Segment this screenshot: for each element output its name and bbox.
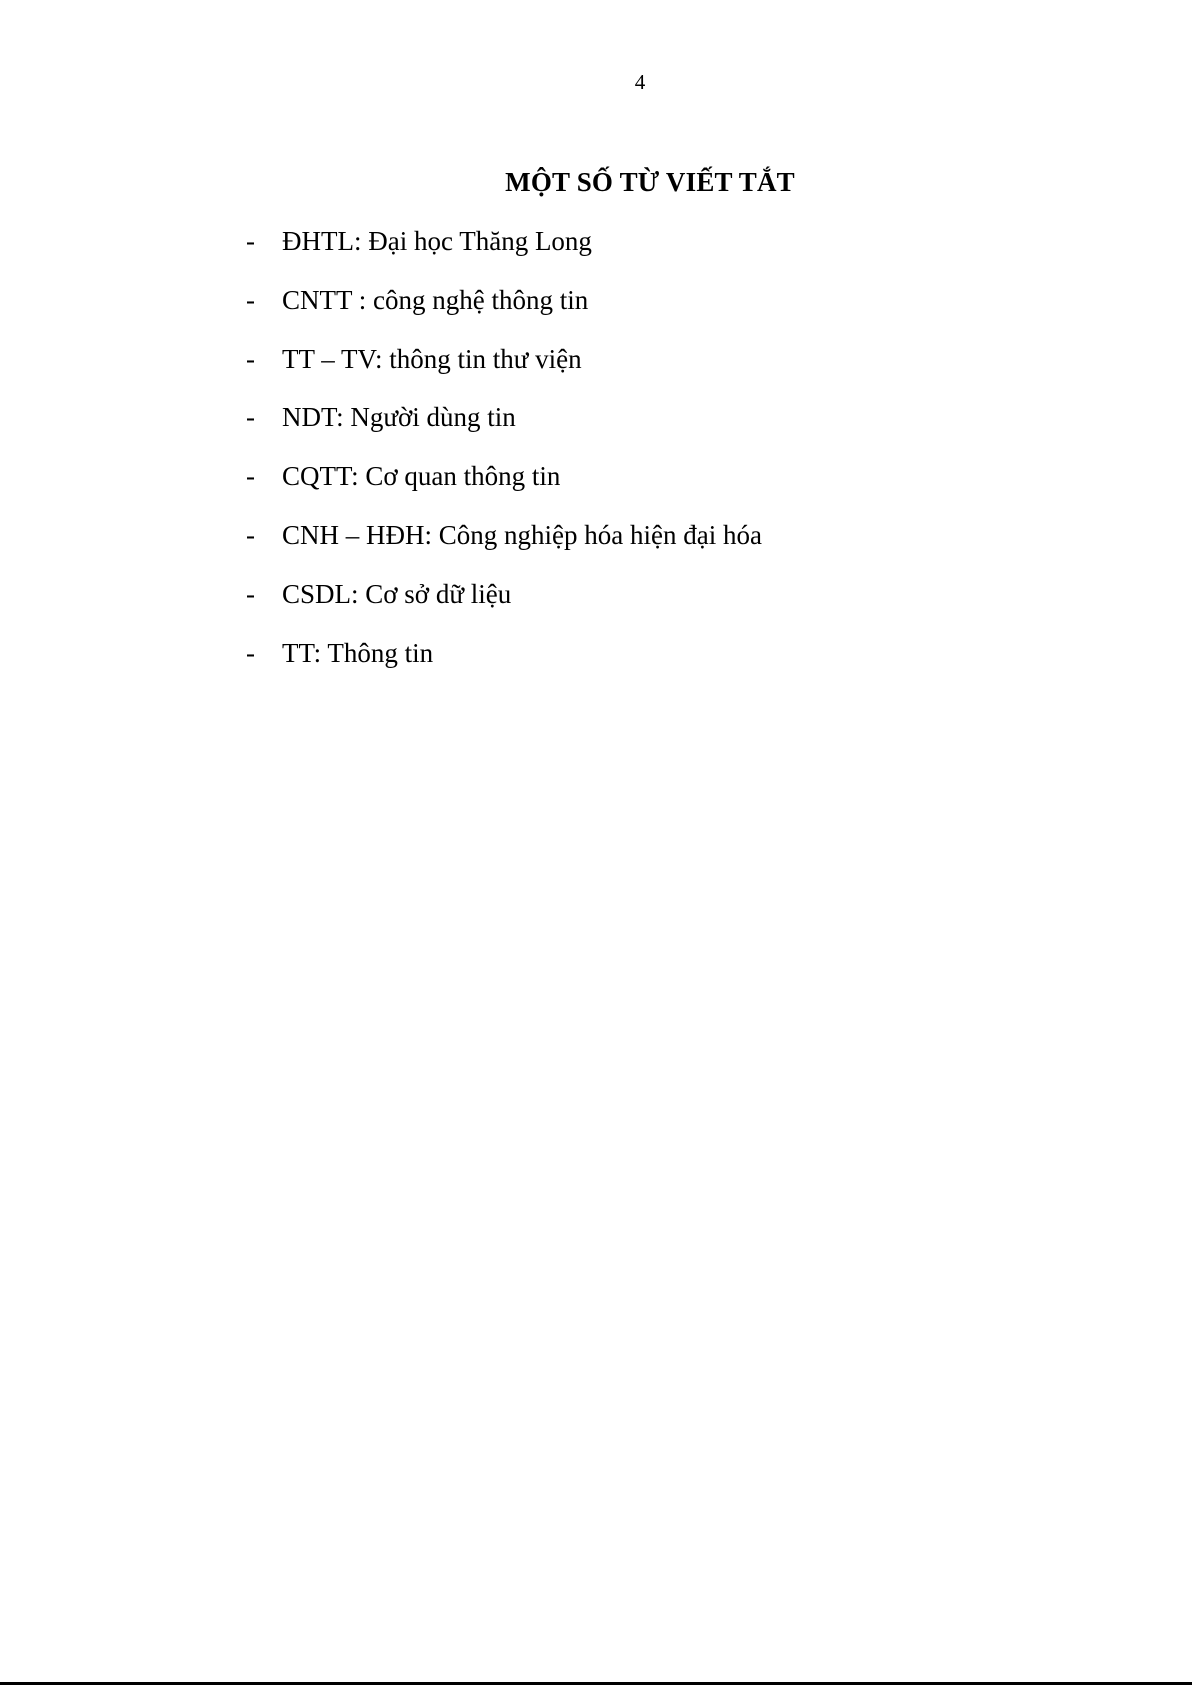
abbreviation-entry: CNH – HĐH: Công nghiệp hóa hiện đại hóa bbox=[282, 519, 762, 550]
list-dash: - bbox=[246, 637, 255, 668]
list-item bbox=[0, 458, 1192, 517]
list-dash: - bbox=[246, 226, 255, 256]
abbreviation-entry: CSDL: Cơ sở dữ liệu bbox=[282, 578, 512, 609]
list-item bbox=[0, 635, 1192, 694]
list-item bbox=[0, 223, 1192, 282]
list-item bbox=[0, 399, 1192, 458]
abbreviation-entry: ĐHTL: Đại học Thăng Long bbox=[282, 226, 592, 256]
list-item bbox=[0, 282, 1192, 341]
list-dash: - bbox=[246, 402, 255, 433]
list-dash: - bbox=[246, 461, 255, 492]
list-item bbox=[0, 517, 1192, 576]
list-dash: - bbox=[246, 519, 255, 550]
abbreviation-entry: TT – TV: thông tin thư viện bbox=[282, 343, 582, 374]
abbreviation-list bbox=[0, 223, 1192, 693]
abbreviation-entry: NDT: Người dùng tin bbox=[282, 402, 516, 433]
list-dash: - bbox=[246, 343, 255, 374]
abbreviation-entry: CQTT: Cơ quan thông tin bbox=[282, 461, 561, 492]
abbreviation-entry: CNTT : công nghệ thông tin bbox=[282, 284, 589, 315]
list-item bbox=[0, 341, 1192, 400]
page-title: MỘT SỐ TỪ VIẾT TẮT bbox=[505, 167, 795, 197]
abbreviation-entry: TT: Thông tin bbox=[282, 637, 434, 668]
page-number: 4 bbox=[634, 70, 646, 94]
list-dash: - bbox=[246, 284, 255, 315]
list-item bbox=[0, 576, 1192, 635]
list-dash: - bbox=[246, 578, 255, 609]
